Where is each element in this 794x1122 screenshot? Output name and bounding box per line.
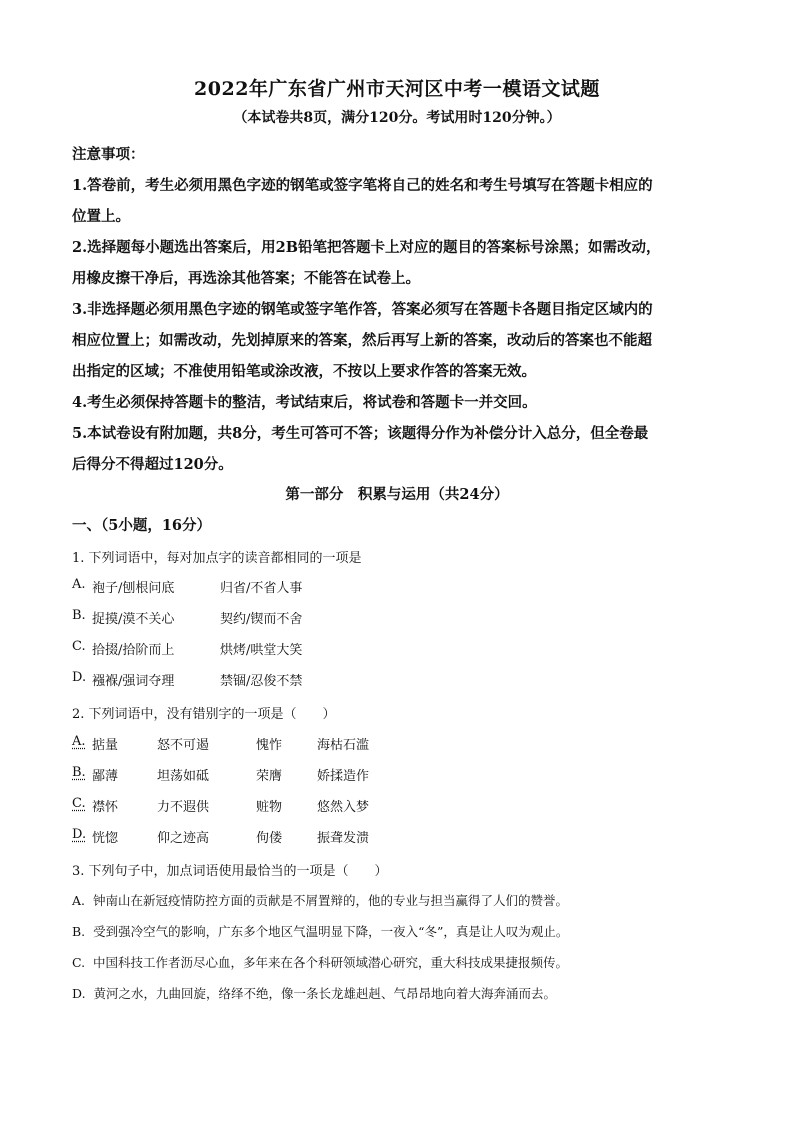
option-letter: C.	[72, 796, 86, 811]
option-word: 襁褓/强词夺理	[92, 674, 175, 689]
notice-block	[72, 139, 732, 480]
exam-title: 2022年广东省广州市天河区中考一模语文试题	[194, 78, 600, 100]
option-letter: B.	[72, 608, 86, 623]
option-word: 恍惚	[92, 831, 119, 846]
question-3-stem: 3. 下列句子中，加点词语使用最恰当的一项是（ ）	[72, 864, 388, 879]
option-letter: B.	[72, 765, 86, 780]
question-1-stem: 1. 下列词语中，每对加点字的读音都相同的一项是	[72, 551, 362, 566]
option-word: 荣膺	[256, 769, 283, 784]
notice-line: 出指定的区域；不准使用铅笔或涂改液，不按以上要求作答的答案无效。	[72, 363, 536, 380]
option-word: 归省/不省人事	[220, 581, 303, 596]
notice-line: 1.答卷前，考生必须用黑色字迹的钢笔或签字笔将自己的姓名和考生号填写在答题卡相应的	[72, 177, 653, 194]
option-word: 赃物	[256, 800, 283, 815]
q3-option-d	[72, 984, 732, 1002]
notice-heading: 注意事项：	[72, 146, 145, 163]
option-word: 鄙薄	[92, 769, 119, 784]
question-2-stem: 2. 下列词语中，没有错别字的一项是（ ）	[72, 707, 336, 722]
option-word: 襟怀	[92, 800, 119, 815]
option-word: 捉摸/漠不关心	[92, 612, 175, 627]
option-letter: D.	[72, 670, 87, 685]
notice-line: 4.考生必须保持答题卡的整洁，考试结束后，将试卷和答题卡一并交回。	[72, 394, 537, 411]
option-word: 愧怍	[256, 738, 283, 753]
option-sentence: 钟南山在新冠疫情防控方面的贡献是不屑置辩的，他的专业与担当赢得了人们的赞誉。	[92, 893, 568, 908]
option-sentence: 中国科技工作者沥尽心血，多年来在各个科研领域潜心研究，重大科技成果捷报频传。	[93, 955, 569, 970]
option-letter: A.	[72, 734, 86, 749]
option-word: 烘烤/哄堂大笑	[220, 643, 303, 658]
option-letter: B.	[72, 924, 86, 939]
notice-line: 用橡皮擦干净后，再选涂其他答案；不能答在试卷上。	[72, 270, 420, 287]
q3-option-c	[72, 953, 732, 971]
option-sentence: 受到强冷空气的影响，广东多个地区气温明显下降，一夜入“冬”，真是让人叹为观止。	[93, 924, 569, 939]
option-sentence: 黄河之水，九曲回旋，络绎不绝，像一条长龙雄赳赳、气昂昂地向着大海奔涌而去。	[93, 986, 557, 1001]
option-letter: C.	[72, 955, 86, 970]
notice-line: 相应位置上；如需改动，先划掉原来的答案，然后再写上新的答案，改动后的答案也不能超	[72, 332, 652, 349]
option-letter: C.	[72, 639, 86, 654]
option-word: 仰之迹高	[157, 831, 210, 846]
option-word: 佝偻	[256, 831, 283, 846]
option-letter: A.	[72, 577, 86, 592]
option-word: 怒不可遏	[157, 738, 210, 753]
option-word: 振聋发溃	[317, 831, 370, 846]
option-word: 海枯石滥	[317, 738, 370, 753]
option-letter: A.	[72, 893, 86, 908]
option-word: 掂量	[92, 738, 119, 753]
option-word: 力不遐供	[157, 800, 210, 815]
notice-line: 5.本试卷设有附加题，共8分，考生可答可不答；该题得分作为补偿分计入总分，但全卷最	[72, 425, 649, 442]
option-word: 坦荡如砥	[157, 769, 210, 784]
notice-line: 后得分不得超过120分。	[72, 456, 233, 473]
part-title: 一、（5小题，16分）	[72, 517, 212, 534]
notice-line: 位置上。	[72, 208, 130, 225]
option-word: 悠然入梦	[317, 800, 370, 815]
option-word: 娇揉造作	[317, 769, 370, 784]
option-word: 禁锢/忍俊不禁	[220, 674, 303, 689]
section-title: 第一部分 积累与运用（共24分）	[285, 486, 509, 503]
option-word: 袍子/刨根问底	[92, 581, 175, 596]
option-word: 契约/锲而不舍	[220, 612, 303, 627]
option-word: 拾掇/拾阶而上	[92, 643, 175, 658]
notice-line: 3.非选择题必须用黑色字迹的钢笔或签字笔作答，答案必须写在答题卡各题目指定区域内的	[72, 301, 653, 318]
option-letter: D.	[72, 986, 86, 1001]
q3-option-b	[72, 922, 732, 940]
notice-line: 2.选择题每小题选出答案后，用2B铅笔把答题卡上对应的题目的答案标号涂黑；如需改动，	[72, 239, 661, 256]
q3-option-a	[72, 891, 732, 909]
exam-subtitle: （本试卷共8页，满分120分。考试用时120分钟。）	[233, 110, 561, 126]
option-letter: D.	[72, 827, 87, 842]
